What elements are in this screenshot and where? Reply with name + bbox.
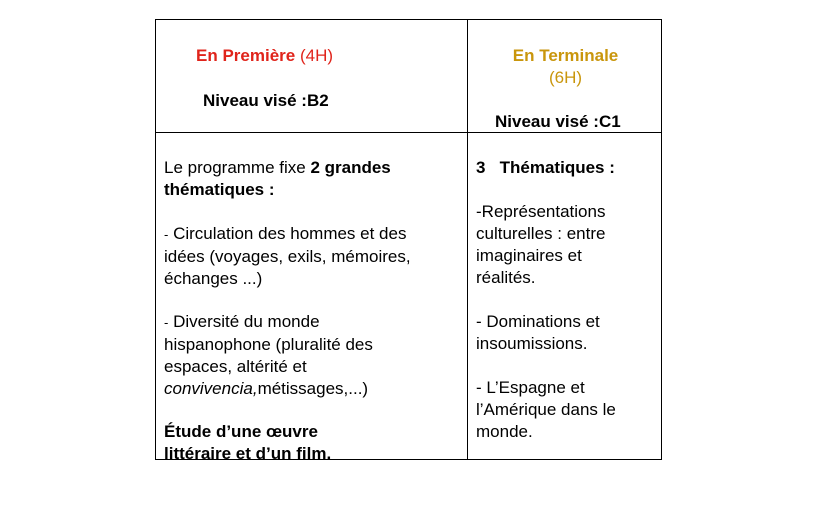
premiere-item-2-line2: hispanophone (pluralité des bbox=[164, 335, 373, 354]
terminale-item-1-line4: réalités. bbox=[476, 268, 536, 287]
premiere-intro-line2: thématiques : bbox=[164, 180, 275, 199]
terminale-heading-text: Thématiques : bbox=[499, 158, 615, 177]
premiere-hours: (4H) bbox=[299, 46, 334, 65]
terminale-item-3 bbox=[476, 377, 616, 443]
premiere-item-1 bbox=[164, 223, 411, 290]
premiere-item-2 bbox=[164, 311, 373, 400]
terminale-item-2-line2: insoumissions. bbox=[476, 334, 588, 353]
terminale-item-1-line2: culturelles : entre bbox=[476, 224, 606, 243]
terminale-level-value: C1 bbox=[598, 112, 621, 131]
terminale-item-3-line3: monde. bbox=[476, 422, 533, 441]
premiere-intro-bold: 2 grandes bbox=[310, 158, 391, 177]
premiere-level bbox=[203, 90, 329, 112]
premiere-closing-line1: Étude d’une œuvre bbox=[164, 422, 318, 441]
premiere-title-text: En Première bbox=[196, 46, 296, 65]
premiere-item-2-line bbox=[164, 311, 373, 334]
premiere-intro-plain: Le programme fixe bbox=[164, 158, 311, 177]
premiere-intro bbox=[164, 157, 391, 201]
premiere-title bbox=[196, 45, 333, 67]
premiere-closing bbox=[164, 421, 331, 465]
terminale-hours: (6H) bbox=[548, 68, 583, 87]
premiere-item-1-line bbox=[164, 223, 411, 246]
premiere-intro-line1 bbox=[164, 157, 391, 179]
premiere-item-1-line3: échanges ...) bbox=[164, 269, 263, 288]
terminale-heading-number: 3 bbox=[476, 158, 486, 177]
premiere-item-1-line2: idées (voyages, exils, mémoires, bbox=[164, 247, 411, 266]
terminale-heading bbox=[476, 157, 615, 179]
terminale-item-1-line3: imaginaires et bbox=[476, 246, 582, 265]
convivencia-term: convivencia, bbox=[164, 379, 258, 398]
terminale-title bbox=[468, 45, 663, 89]
terminale-item-2-line1: - Dominations et bbox=[476, 312, 600, 331]
premiere-closing-line2: littéraire et d’un film. bbox=[164, 444, 332, 463]
terminale-level bbox=[495, 111, 621, 133]
premiere-item-2-line4-text: métissages,...) bbox=[257, 379, 369, 398]
programme-table bbox=[155, 19, 662, 463]
terminale-title-text: En Terminale bbox=[512, 46, 619, 65]
premiere-item-2-text: Diversité du monde bbox=[173, 312, 320, 331]
premiere-item-1-dash: - bbox=[164, 227, 169, 242]
premiere-level-label: Niveau visé : bbox=[203, 91, 307, 110]
terminale-item-2 bbox=[476, 311, 600, 355]
premiere-item-2-line4 bbox=[164, 378, 373, 400]
terminale-item-1-line1: -Représentations bbox=[476, 202, 606, 221]
premiere-item-1-text: Circulation des hommes et des bbox=[173, 224, 407, 243]
premiere-item-2-line3: espaces, altérité et bbox=[164, 357, 307, 376]
premiere-item-2-dash: - bbox=[164, 315, 169, 330]
terminale-item-3-line2: l’Amérique dans le bbox=[476, 400, 616, 419]
terminale-item-3-line1: - L’Espagne et bbox=[476, 378, 585, 397]
terminale-item-1 bbox=[476, 201, 605, 289]
terminale-level-label: Niveau visé : bbox=[495, 112, 599, 131]
premiere-level-value: B2 bbox=[306, 91, 329, 110]
